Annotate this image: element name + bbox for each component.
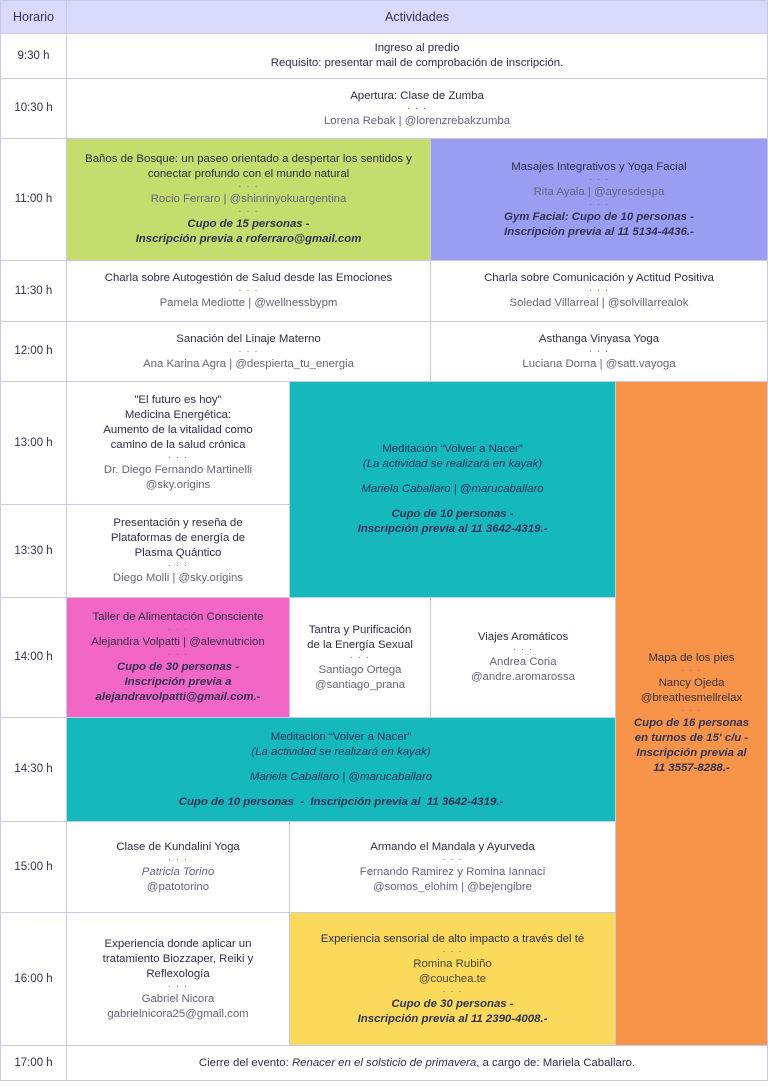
separator-dots: · · · xyxy=(167,624,189,635)
separator-dots: · · · xyxy=(512,644,534,655)
activity-title-rest: un paseo orientado a despertar los sentidos y conectar profundo con el mundo natural xyxy=(147,153,412,180)
separator-dots: · · · xyxy=(681,665,702,676)
activity-title-strong: Baños de Bosque: xyxy=(85,153,179,165)
activity-experiencia-te xyxy=(289,912,616,1046)
separator-dots: · · · xyxy=(238,181,259,192)
activity-cupo: Cupo de 15 personas - xyxy=(187,218,310,230)
time-1130: 11:30 h xyxy=(0,260,67,322)
activity-person: Dr. Diego Fernando Martinelli xyxy=(103,464,253,476)
activity-handle: @sky.origins xyxy=(145,479,211,491)
separator-dots: · · · xyxy=(442,471,463,482)
activity-asthanga xyxy=(430,321,768,382)
activity-ingreso xyxy=(66,33,768,79)
activity-title: Clase de Kundalini Yoga xyxy=(116,840,240,853)
time-1100: 11:00 h xyxy=(0,138,67,261)
activity-cupo: en turnos de 15' c/u - xyxy=(634,732,749,744)
activity-handle: @patotorino xyxy=(146,880,210,893)
activity-mapa-de-los-pies xyxy=(615,381,768,1046)
activity-person: Pamela Mediotte | @wellnessbypm xyxy=(159,297,338,309)
header-activities: Actividades xyxy=(66,0,768,34)
activity-title: Armando el Mandala y Ayurveda xyxy=(370,840,535,853)
activity-title-line: Experiencia donde aplicar un xyxy=(104,937,252,950)
activity-title-line: de la Energía Sexual xyxy=(307,638,413,651)
activity-handle: @couchea.te xyxy=(418,972,487,985)
activity-title xyxy=(73,152,424,182)
activity-cupo: Cupo de 16 personas xyxy=(633,717,750,729)
separator-dots: · · · xyxy=(167,853,189,865)
activity-person: Romina Rubiño xyxy=(413,957,492,970)
time-1500: 15:00 h xyxy=(0,821,67,913)
separator-dots: · · · xyxy=(167,649,189,660)
activity-handle: @andre.aromarossa xyxy=(470,671,575,683)
activity-masajes xyxy=(430,138,768,261)
separator-dots: · · · xyxy=(588,173,610,185)
activity-title-line: Aumento de la vitalidad como xyxy=(103,424,253,436)
separator-dots: · · · xyxy=(167,980,189,992)
time-1600: 16:00 h xyxy=(0,912,67,1046)
activity-title-line: Reflexología xyxy=(146,967,210,980)
activity-cupo: Cupo de 30 personas - xyxy=(116,661,240,673)
activity-title: Charla sobre Comunicación y Actitud Positiva xyxy=(484,272,714,284)
activity-zumba xyxy=(66,78,768,139)
activity-subtitle: (La actividad se realizará en kayak) xyxy=(362,458,543,470)
activity-viajes-aromaticos xyxy=(430,597,616,718)
separator-dots: · · · xyxy=(442,496,463,507)
time-1700: 17:00 h xyxy=(0,1045,67,1081)
activity-inscripcion: Inscripción previa al xyxy=(636,747,747,759)
header-time: Horario xyxy=(0,0,67,34)
activity-person: Diego Molli | @sky.origins xyxy=(112,572,244,584)
activity-person: Mariela Caballaro | @marucaballaro xyxy=(361,483,544,495)
activity-cierre xyxy=(66,1045,768,1081)
separator-dots: · · · xyxy=(167,452,189,463)
activity-title-line: Plataformas de energía de xyxy=(110,532,246,544)
activity-cupo: Cupo de 10 personas - Inscripción previa al 11 3642-4319.- xyxy=(178,795,504,808)
activity-alimentacion xyxy=(66,597,290,718)
activity-title: Meditación “Volver a Nacer” xyxy=(270,730,412,743)
activity-comunicacion xyxy=(430,260,768,322)
activity-title-line: Medicina Energética: xyxy=(124,409,232,421)
activity-cupo: Gym Facial: Cupo de 10 personas - xyxy=(504,210,694,223)
activity-inscripcion: Inscripción previa al 11 3642-4319.- xyxy=(357,523,548,535)
separator-dots: · · · xyxy=(167,560,189,571)
activity-meditacion-kayak-1 xyxy=(289,381,616,598)
separator-dots: · · · xyxy=(238,345,259,357)
activity-person: Soledad Villarreal | @solvillarrealok xyxy=(509,297,689,309)
time-0930: 9:30 h xyxy=(0,33,67,79)
separator-dots: · · · xyxy=(588,285,610,296)
time-1200: 12:00 h xyxy=(0,321,67,382)
activity-title-line: Tantra y Purificación xyxy=(308,623,412,636)
activity-title: Asthanga Vinyasa Yoga xyxy=(538,332,660,345)
cierre-italic: Renacer en el solsticio de primavera xyxy=(291,1056,477,1069)
separator-dots: · · · xyxy=(442,985,463,997)
activity-title: Meditación “Volver a Nacer” xyxy=(382,443,523,455)
activity-title: Charla sobre Autogestión de Salud desde las Emociones xyxy=(104,272,393,284)
activity-person: Santiago Ortega xyxy=(318,663,402,676)
time-1430: 14:30 h xyxy=(0,717,67,822)
separator-dots: · · · xyxy=(406,102,428,114)
activity-title-line: Plasma Quántico xyxy=(134,547,222,559)
activity-title-line: camino de la salud crónica xyxy=(110,439,246,451)
separator-dots: · · · xyxy=(238,285,259,296)
activity-inscripcion: 11 3557-8288.- xyxy=(653,762,730,774)
separator-dots: · · · xyxy=(238,206,259,217)
activity-person: Fernando Ramirez y Romina Iannaci xyxy=(359,865,546,878)
activity-person: Rocio Ferraro | @shinrinyokuargentina xyxy=(150,193,347,205)
activity-title-line: Presentación y reseña de xyxy=(113,517,243,529)
activity-person: Gabriel Nicora xyxy=(141,992,215,1005)
activity-cupo: Cupo de 10 personas - xyxy=(391,508,514,520)
activity-title: Taller de Alimentación Consciente xyxy=(92,611,264,623)
activity-title: Viajes Aromáticos xyxy=(477,631,569,643)
separator-dots: · · · xyxy=(681,705,702,716)
activity-person: Patricia Torino xyxy=(141,865,215,878)
separator-dots: · · · xyxy=(442,945,463,957)
separator-dots: · · · xyxy=(588,198,610,210)
activity-person: Nancy Ojeda xyxy=(658,677,725,689)
activity-inscripcion: Inscripción previa a xyxy=(124,676,232,688)
time-1300: 13:00 h xyxy=(0,381,67,505)
activity-title: Apertura: Clase de Zumba xyxy=(350,89,484,102)
activity-person: Lorena Rebak | @lorenzrebakzumba xyxy=(323,114,511,127)
separator-dots: · · · xyxy=(330,758,352,770)
activity-title: Sanación del Linaje Materno xyxy=(176,332,321,345)
activity-banos-de-bosque xyxy=(66,138,431,261)
activity-person: Andrea Coria xyxy=(489,656,557,668)
separator-dots: · · · xyxy=(442,853,463,865)
activity-person: Rita Ayala | @ayresdespa xyxy=(533,185,665,198)
activity-title: Experiencia sensorial de alto impacto a través del té xyxy=(320,932,585,945)
separator-dots: · · · xyxy=(330,783,352,795)
activity-title xyxy=(199,1056,635,1071)
activity-inscripcion: Inscripción previa a roferraro@gmail.com xyxy=(135,233,362,245)
activity-futuro-es-hoy xyxy=(66,381,290,505)
time-1400: 14:00 h xyxy=(0,597,67,718)
separator-dots: · · · xyxy=(349,651,371,663)
activity-inscripcion-email: alejandravolpatti@gmail.com.- xyxy=(95,691,261,703)
cierre-prefix: Cierre del evento: xyxy=(198,1056,292,1069)
activity-subtitle: (La actividad se realizará en kayak) xyxy=(251,745,431,758)
activity-handle: @breathesmellrelax xyxy=(640,692,743,704)
activity-plasma-quantico xyxy=(66,504,290,598)
activity-kundalini xyxy=(66,821,290,913)
activity-person: Ana Karina Agra | @despierta_tu_energia xyxy=(143,357,354,370)
activity-title-line: tratamiento Biozzaper, Reiki y xyxy=(102,952,254,965)
activity-email: gabrielnicora25@gmail.com xyxy=(107,1007,249,1020)
activity-meditacion-kayak-2 xyxy=(66,717,616,822)
activity-handle: @somos_elohim | @bejengibre xyxy=(372,880,533,893)
activity-title: Mapa de los pies xyxy=(648,652,735,664)
activity-autogestion xyxy=(66,260,431,322)
activity-title: Masajes Integrativos y Yoga Facial xyxy=(511,160,687,173)
separator-dots: · · · xyxy=(588,345,610,357)
cierre-suffix: , a cargo de: Mariela Caballaro. xyxy=(476,1056,636,1069)
activity-mandala xyxy=(289,821,616,913)
activity-person: Luciana Dorna | @satt.vayoga xyxy=(522,357,676,370)
activity-tantra xyxy=(289,597,431,718)
activity-linaje-materno xyxy=(66,321,431,382)
time-1030: 10:30 h xyxy=(0,78,67,139)
activity-title: Ingreso al predio xyxy=(374,42,460,54)
activity-inscripcion: Inscripción previa al 11 2390-4008.- xyxy=(357,1012,548,1025)
activity-biozzaper xyxy=(66,912,290,1046)
activity-person: Alejandra Volpatti | @alevnutricion xyxy=(91,636,265,648)
activity-handle: @santiago_prana xyxy=(314,678,406,691)
activity-person: Mariela Caballaro | @marucaballaro xyxy=(249,770,433,783)
activity-title-line: "El futuro es hoy" xyxy=(134,394,222,406)
time-1330: 13:30 h xyxy=(0,504,67,598)
activity-note: Requisito: presentar mail de comprobación de inscripción. xyxy=(270,57,564,69)
activity-inscripcion: Inscripción previa al 11 5134-4436.- xyxy=(504,225,694,238)
activity-cupo: Cupo de 30 personas - xyxy=(391,997,514,1010)
